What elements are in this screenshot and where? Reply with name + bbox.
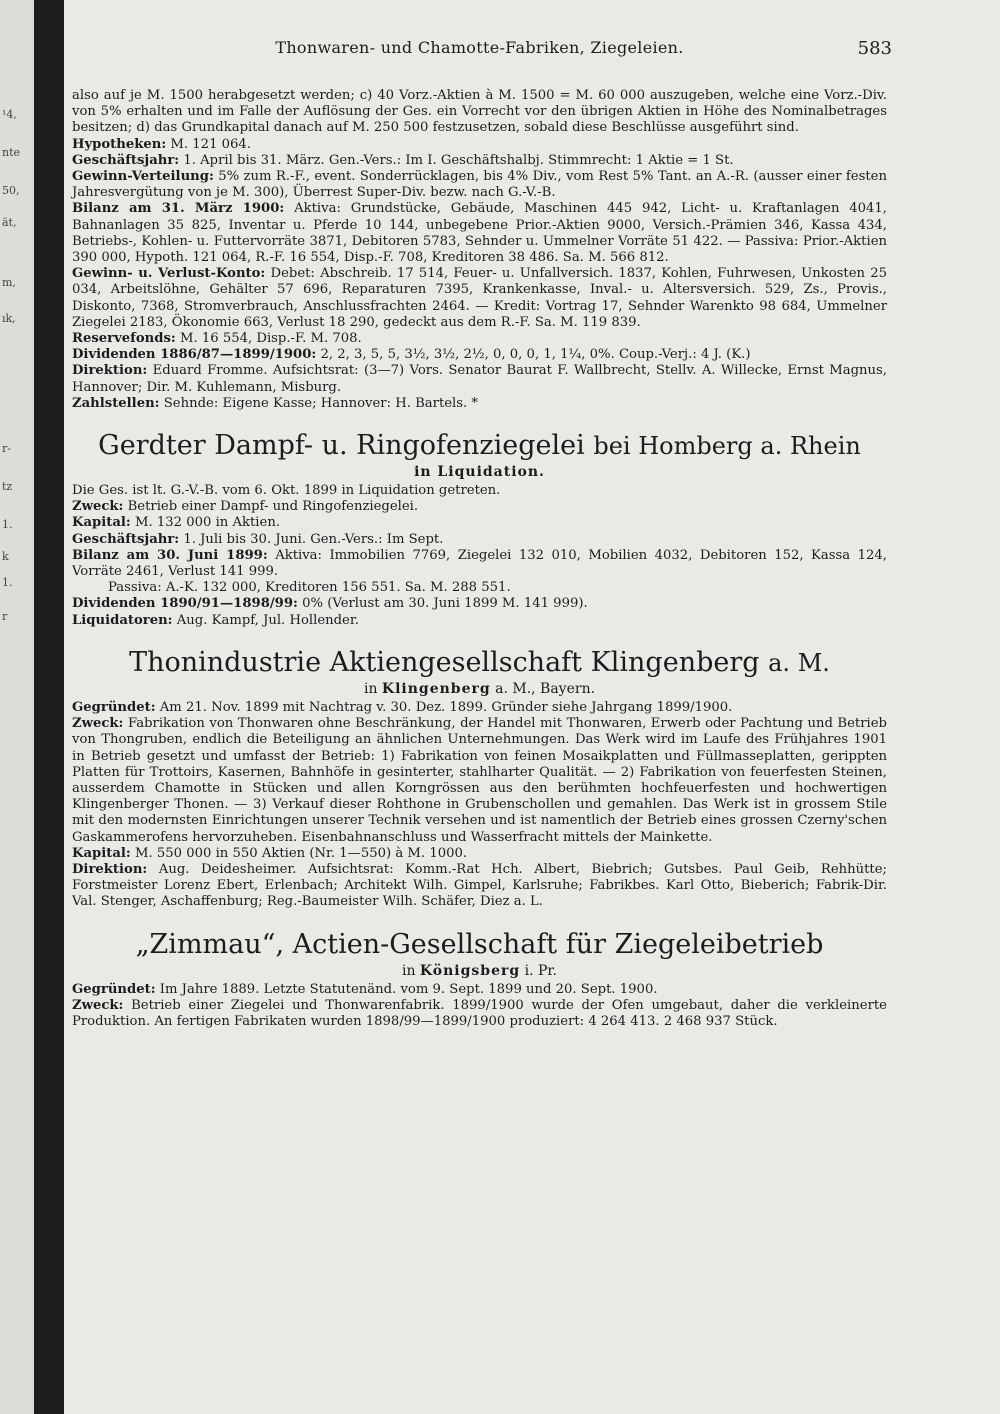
entry-paragraph <box>72 862 887 911</box>
section-title-location: a. M. <box>768 648 830 677</box>
entry-text: Sehnde: Eigene Kasse; Hannover: H. Bartels. * <box>163 395 479 411</box>
page-header <box>72 38 892 64</box>
section-title-klingenberg <box>72 647 887 679</box>
subtitle-prefix: in <box>401 962 416 979</box>
section-body-gerdt <box>72 483 887 629</box>
document-page <box>72 0 892 1414</box>
section-title-text: Gerdter Dampf- u. Ringofenziegelei <box>98 430 585 462</box>
entry-label: Kapital: <box>72 515 131 531</box>
entry-paragraph <box>72 153 887 169</box>
entry-paragraph <box>72 169 887 201</box>
margin-fragment: nte <box>2 146 21 159</box>
entry-text: Aug. Kampf, Jul. Hollender. <box>176 612 359 628</box>
entry-paragraph <box>72 331 887 347</box>
subtitle-suffix: a. M., Bayern. <box>495 680 596 697</box>
entry-label: Zweck: <box>72 997 124 1013</box>
entry-text: 1. Juli bis 30. Juni. Gen.-Vers.: Im Sept. <box>183 531 444 547</box>
section-subtitle-klingenberg <box>72 681 887 698</box>
entry-paragraph <box>72 363 887 395</box>
margin-fragment: tz <box>2 480 13 493</box>
section-title-text: „Zimmau“, Actien-Gesellschaft für Ziegeleibetrieb <box>135 928 824 960</box>
previous-entry <box>72 88 887 412</box>
entry-paragraph <box>72 137 887 153</box>
entry-label: Gegründet: <box>72 699 156 715</box>
entry-label: Geschäftsjahr: <box>72 152 180 168</box>
page-number: 583 <box>857 38 892 59</box>
entry-text: 2, 2, 3, 5, 5, 3½, 3½, 2½, 0, 0, 0, 1, 1¼, 0%. Coup.-Verj.: 4 J. (K.) <box>320 347 751 363</box>
entry-paragraph <box>72 347 887 363</box>
section-body-zimmau <box>72 982 887 1031</box>
entry-text: Im Jahre 1889. Letzte Statutenänd. vom 9. Sept. 1899 und 20. Sept. 1900. <box>159 981 658 997</box>
margin-fragment: r <box>2 610 8 623</box>
section-title-text: Thonindustrie Aktiengesellschaft Klingenberg <box>129 646 760 678</box>
entry-label: Gegründet: <box>72 981 156 997</box>
entry-paragraph <box>72 266 887 331</box>
section-subtitle-gerdt <box>72 464 887 481</box>
entry-label: Dividenden 1890/91—1898/99: <box>72 596 298 612</box>
entry-paragraph <box>72 532 887 548</box>
entry-text: Betrieb einer Ziegelei und Thonwarenfabrik. 1899/1900 wurde der Ofen umgebaut, daher die verkleinerte Produktion. An fertigen Fabrikaten wurden 1898/99—1899/1900 produziert: 4 264 413. 2 468 937 Stück. <box>72 997 887 1029</box>
entry-label: Kapital: <box>72 845 131 861</box>
entry-label: Dividenden 1886/87—1899/1900: <box>72 347 317 363</box>
margin-fragment: 1. <box>2 518 13 531</box>
entry-text: 0% (Verlust am 30. Juni 1899 M. 141 999). <box>302 596 588 612</box>
left-page-edge <box>0 0 34 1414</box>
entry-text: Debet: Abschreib. 17 514, Feuer- u. Unfallversich. 1837, Kohlen, Fuhrwesen, Unkosten 25 034, Arbeitslöhne, Gehälter 57 696, Reparaturen 7395, Krankenkasse, Inval.- u. Altersversich. 529, Zs., Provis., Diskonto, 7368, Stromverbrauch, Anschlussfrachten 2464. — Kredit: Vortrag 17, Sehnder Warenkto 98 684, Ummelner Ziegelei 2183, Ökonomie 663, Verlust 18 290, gedeckt aus dem R.-F. Sa. M. 119 839. <box>72 266 887 330</box>
entry-paragraph <box>72 998 887 1030</box>
entry-text: Passiva: A.-K. 132 000, Kreditoren 156 551. Sa. M. 288 551. <box>108 580 511 596</box>
entry-label: Zweck: <box>72 499 124 515</box>
margin-fragment: ¹4, <box>2 108 17 121</box>
entry-label: Zweck: <box>72 716 124 732</box>
margin-fragment: ık, <box>2 312 16 325</box>
margin-fragment: ät, <box>2 216 17 229</box>
entry-text: Fabrikation von Thonwaren ohne Beschränkung, der Handel mit Thonwaren, Erwerb oder Pachtung und Betrieb von Thongruben, endlich die Beteiligung an ähnlichen Unternehmungen. Das Werk wird im Laufe des Frühjahres 1901 in Betrieb gesetzt und umfasst der Betrieb: 1) Fabrikation von feinen Mosaikplatten und Füllmasseplatten, gerippten Platten für Trottoirs, Kasernen, Bahnhöfe in gesinterter, stahlharter Qualität. — 2) Fabrikation von feuerfesten Steinen, ausserdem Chamotte in Stücken und allen Korngrössen aus den berühmten hochfeuerfesten und hochwertigen Klingenberger Thonen. — 3) Verkauf dieser Rohthone in Grubenschollen und gemahlen. Das Werk ist in grossem Stile mit den modernsten Einrichtungen unserer Technik versehen und ist namentlich der Betrieb eines grossen Czerny'schen Gaskammerofens hervorzuheben. Eisenbahnanschluss und Wasserfracht mittels der Mainkette. <box>72 716 887 845</box>
entry-label: Bilanz am 30. Juni 1899: <box>72 547 268 563</box>
margin-fragment: r- <box>2 442 11 455</box>
entry-text: 1. April bis 31. März. Gen.-Vers.: Im I. Geschäftshalbj. Stimmrecht: 1 Aktie = 1 St. <box>183 152 734 168</box>
entry-paragraph <box>72 396 887 412</box>
entry-text: Aug. Deidesheimer. Aufsichtsrat: Komm.-Rat Hch. Albert, Biebrich; Gutsbes. Paul Geib, Rehhütte; Forstmeister Lorenz Ebert, Erlenbach; Architekt Wilh. Gimpel, Karlsruhe; Fabrikbes. Karl Otto, Bieberich; Fabrik-Dir. Val. Stenger, Aschaffenburg; Reg.-Baumeister Wilh. Schäfer, Diez a. L. <box>72 861 887 910</box>
entry-paragraph <box>72 982 887 998</box>
margin-fragment: k <box>2 550 9 563</box>
section-subtitle-zimmau <box>72 963 887 980</box>
section-subtitle-text: in Liquidation. <box>414 464 545 481</box>
entry-text: Die Ges. ist lt. G.-V.-B. vom 6. Okt. 1899 in Liquidation getreten. <box>72 483 501 499</box>
entry-label: Hypotheken: <box>72 136 167 152</box>
entry-text: M. 550 000 in 550 Aktien (Nr. 1—550) à M. 1000. <box>134 845 468 861</box>
margin-fragment: 50, <box>2 184 20 197</box>
entry-text: Am 21. Nov. 1899 mit Nachtrag v. 30. Dez. 1899. Gründer siehe Jahrgang 1899/1900. <box>159 699 733 715</box>
entry-text: also auf je M. 1500 herabgesetzt werden; c) 40 Vorz.-Aktien à M. 1500 = M. 60 000 auszugeben, welche eine Vorz.-Div. von 5% erhalten und im Falle der Auflösung der Ges. ein Vorrecht vor den übrigen Aktien in Höhe des Nominalbetrages besitzen; d) das Grundkapital danach auf M. 250 500 festzusetzen, sobald diese Beschlüsse ausgeführt sind. <box>72 88 887 136</box>
entry-label: Bilanz am 31. März 1900: <box>72 201 285 217</box>
entry-text: Eduard Fromme. Aufsichtsrat: (3—7) Vors. Senator Baurat F. Wallbrecht, Stellv. A. Willecke, Ernst Magnus, Hannover; Dir. M. Kuhlemann, Misburg. <box>72 363 887 395</box>
entry-label: Reservefonds: <box>72 331 176 347</box>
entry-text: Aktiva: Immobilien 7769, Ziegelei 132 010, Mobilien 4032, Debitoren 152, Kassa 124, Vorräte 2461, Verlust 141 999. <box>72 547 887 580</box>
subtitle-suffix: i. Pr. <box>524 962 558 979</box>
section-title-gerdt <box>72 430 887 462</box>
entry-paragraph <box>72 613 887 629</box>
subtitle-place: Königsberg <box>419 962 521 979</box>
entry-label: Gewinn- u. Verlust-Konto: <box>72 266 266 282</box>
page-body <box>72 88 887 1030</box>
margin-fragment: m, <box>2 276 16 289</box>
entry-paragraph <box>72 596 887 612</box>
entry-text: 5% zum R.-F., event. Sonderrücklagen, bis 4% Div., vom Rest 5% Tant. an A.-R. (ausser einer festen Jahresvergütung von je M. 300), Überrest Super-Div. bezw. nach G.-V.-B. <box>72 169 887 201</box>
entry-text: M. 132 000 in Aktien. <box>134 515 281 531</box>
entry-paragraph <box>72 88 887 137</box>
entry-paragraph <box>72 580 887 596</box>
entry-label: Direktion: <box>72 363 148 379</box>
entry-paragraph <box>72 499 887 515</box>
entry-paragraph <box>72 846 887 862</box>
subtitle-prefix: in <box>363 680 378 697</box>
book-binding-shadow <box>34 0 64 1414</box>
entry-label: Geschäftsjahr: <box>72 531 180 547</box>
margin-fragment: 1. <box>2 576 13 589</box>
entry-label: Liquidatoren: <box>72 612 173 628</box>
section-title-location: bei Homberg a. Rhein <box>593 432 861 461</box>
entry-paragraph <box>72 515 887 531</box>
entry-label: Direktion: <box>72 861 148 877</box>
entry-paragraph <box>72 700 887 716</box>
entry-paragraph <box>72 483 887 499</box>
running-head: Thonwaren- und Chamotte-Fabriken, Ziegeleien. <box>275 38 684 57</box>
entry-label: Zahlstellen: <box>72 395 160 411</box>
entry-text: Aktiva: Grundstücke, Gebäude, Maschinen 445 942, Licht- u. Kraftanlagen 4041, Bahnanlagen 35 825, Inventar u. Pferde 10 144, unbegebene Prior.-Aktien 9000, Versich.-Prämien 346, Kassa 434, Betriebs-, Kohlen- u. Futtervorräte 3871, Debitoren 5783, Sehnder u. Ummelner Vorräte 51 422. — Passiva: Prior.-Aktien 390 000, Hypoth. 121 064, R.-F. 16 554, Disp.-F. 708, Kreditoren 38 486. Sa. M. 566 812. <box>72 201 888 266</box>
entry-text: M. 121 064. <box>170 136 252 152</box>
entry-paragraph <box>72 716 887 846</box>
entry-text: Betrieb einer Dampf- und Ringofenziegelei. <box>127 499 419 515</box>
entry-paragraph <box>72 548 887 580</box>
section-body-klingenberg <box>72 700 887 911</box>
entry-label: Gewinn-Verteilung: <box>72 169 214 185</box>
section-title-zimmau <box>72 929 887 961</box>
entry-paragraph <box>72 201 887 266</box>
subtitle-place: Klingenberg <box>381 680 491 697</box>
entry-text: M. 16 554, Disp.-F. M. 708. <box>179 331 362 347</box>
